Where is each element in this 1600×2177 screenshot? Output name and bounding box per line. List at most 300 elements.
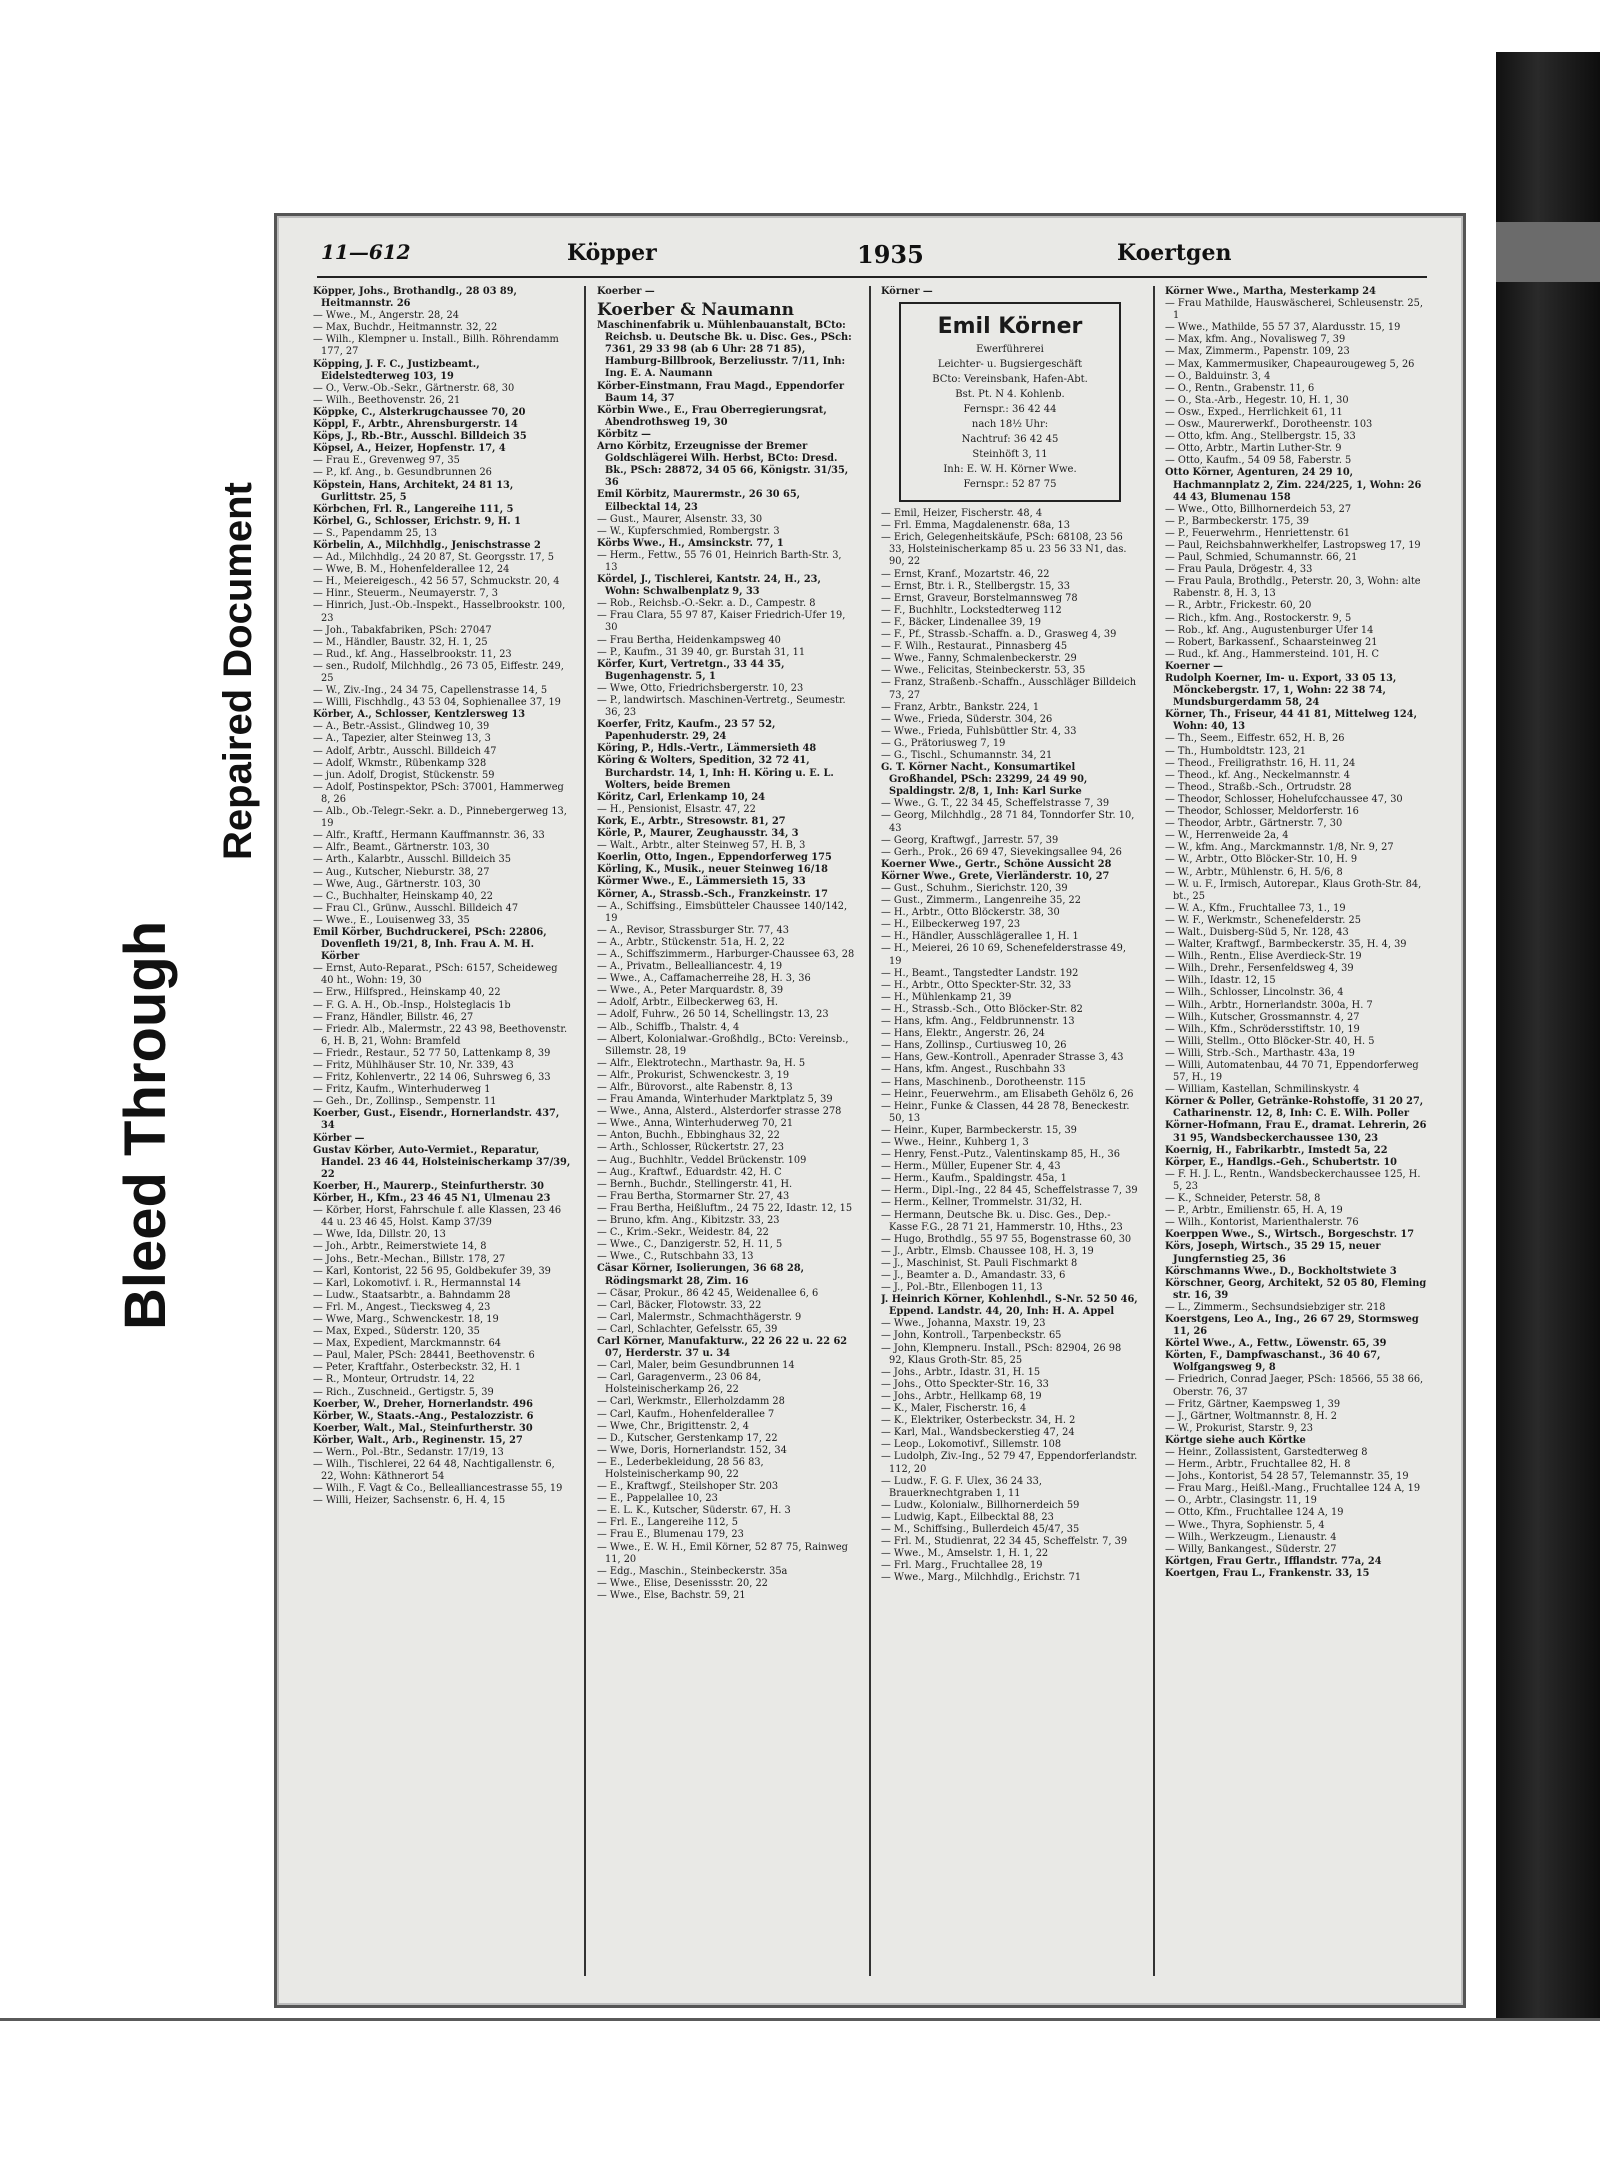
directory-entry: — Wwe., Elise, Desenissstr. 20, 22 xyxy=(597,1577,768,1589)
directory-entry: — sen., Rudolf, Milchhdlg., 26 73 05, Eiffestr. 249, 25 xyxy=(313,660,564,684)
directory-entry: — Wwe., Marg., Milchhdlg., Erichstr. 71 xyxy=(881,1572,1082,1584)
directory-entry: — D., Kutscher, Gerstenkamp 17, 22 xyxy=(597,1432,778,1444)
directory-entry: — Ernst, Graveur, Borstelmannsweg 78 xyxy=(881,592,1078,604)
directory-entry: — Frau Paula, Drögestr. 4, 33 xyxy=(1165,564,1313,576)
directory-entry: — E., Kraftwgf., Steilshoper Str. 203 xyxy=(597,1481,779,1493)
directory-entry: — A., Privatm., Bellealliancestr. 4, 19 xyxy=(597,961,783,973)
directory-entry: — Joh., Tabakfabriken, PSch: 27047 xyxy=(313,624,492,636)
directory-entry: — Körber, Horst, Fahrschule f. alle Klassen, 23 46 44 u. 23 46 45, Holst. Kamp 37/39 xyxy=(313,1205,562,1229)
header-last-name: Koertgen xyxy=(1117,240,1232,266)
directory-entry: — H., Mühlenkamp 21, 39 xyxy=(881,991,1012,1003)
column-divider xyxy=(869,286,871,1976)
directory-entry: — M., Händler, Baustr. 32, H. 1, 25 xyxy=(313,636,488,648)
directory-entry: — Walt., Duisberg-Süd 5, Nr. 128, 43 xyxy=(1165,926,1349,938)
directory-entry: — H., Strassb.-Sch., Otto Blöcker-Str. 82 xyxy=(881,1003,1083,1015)
directory-entry: — Wwe., E., Louisenweg 33, 35 xyxy=(313,914,470,926)
directory-entry: — O., Verw.-Ob.-Sekr., Gärtnerstr. 68, 30 xyxy=(313,382,515,394)
directory-entry: Carl Körner, Manufakturw., 22 26 22 u. 22 62 07, Herderstr. 37 u. 34 xyxy=(597,1335,848,1360)
directory-entry: Körs, Joseph, Wirtsch., 35 29 15, neuer Jungfernstieg 25, 36 xyxy=(1165,1241,1381,1265)
ad-line: Nachtruf: 36 42 45 xyxy=(961,434,1059,446)
directory-entry: — F. H. J. L., Rentn., Wandsbeckerchaussee 125, H. 5, 23 xyxy=(1165,1168,1421,1192)
ad-line: Bst. Pt. N 4. Kohlenb. xyxy=(955,389,1065,401)
directory-entry: — Karl, Kontorist, 22 56 95, Goldbekufer 39, 39 xyxy=(313,1265,551,1277)
directory-entry: — Rich., kfm. Ang., Rostockerstr. 9, 5 xyxy=(1165,612,1352,624)
directory-entry: — R., Arbtr., Frickestr. 60, 20 xyxy=(1165,600,1312,612)
directory-entry: — Fritz, Gärtner, Kaempsweg 1, 39 xyxy=(1165,1398,1341,1410)
directory-entry: — Wilh., Arbtr., Hornerlandstr. 300a, H. 7 xyxy=(1165,999,1373,1011)
directory-entry: Koerner Wwe., Gertr., Schöne Aussicht 28 xyxy=(881,858,1112,870)
directory-entry: — Hans, kfm. Angest., Ruschbahn 33 xyxy=(881,1064,1066,1076)
column-divider xyxy=(1153,286,1155,1976)
directory-entry: — A., Schiffszimmerm., Harburger-Chaussee 63, 28 xyxy=(597,948,855,960)
directory-entry: — Alfr., Beamt., Gärtnerstr. 103, 30 xyxy=(313,842,490,854)
directory-entry: — Frau Bertha, Heißluftm., 24 75 22, Idastr. 12, 15 xyxy=(597,1202,853,1214)
directory-entry: — Max, kfm. Ang., Novalisweg 7, 39 xyxy=(1165,334,1346,346)
directory-entry: — Frau Bertha, Heidenkampsweg 40 xyxy=(597,634,781,646)
directory-entry: Köppl, F., Arbtr., Ahrensburgerstr. 14 xyxy=(313,419,518,431)
directory-entry: — Wwe, Doris, Hornerlandstr. 152, 34 xyxy=(597,1444,787,1456)
directory-entry: — Otto, Kfm., Fruchtallee 124 A, 19 xyxy=(1165,1507,1344,1519)
directory-entry: — Willi, Fischhdlg., 43 53 04, Sophienallee 37, 19 xyxy=(313,697,561,709)
directory-entry: — Wwe., M., Angerstr. 28, 24 xyxy=(313,310,459,322)
directory-entry: — Ludolph, Ziv.-Ing., 52 79 47, Eppendorferlandstr. 112, 20 xyxy=(881,1451,1138,1475)
directory-entry: — J., Pol.-Btr., Ellenbogen 11, 13 xyxy=(881,1282,1043,1294)
directory-entry: — Alb., Schiffb., Thalstr. 4, 4 xyxy=(597,1021,740,1033)
directory-entry: — Willi, Stellm., Otto Blöcker-Str. 40, H. 5 xyxy=(1165,1035,1375,1047)
header-year: 1935 xyxy=(857,240,924,269)
directory-entry: Körber, A., Schlosser, Kentzlersweg 13 xyxy=(313,709,526,721)
directory-entry: — W. A., Kfm., Fruchtallee 73, 1., 19 xyxy=(1165,902,1346,914)
directory-entry: — W., kfm. Ang., Marckmannstr. 1/8, Nr. 9, 27 xyxy=(1165,842,1394,854)
directory-entry: — Joh., Arbtr., Reimerstwiete 14, 8 xyxy=(313,1241,487,1253)
directory-entry: Körbel, G., Schlosser, Erichstr. 9, H. 1 xyxy=(313,515,521,527)
directory-entry: — Herm., Dipl.-Ing., 22 84 45, Scheffelstrasse 7, 39 xyxy=(881,1185,1138,1197)
directory-entry: — W., Ziv.-Ing., 24 34 75, Capellenstrasse 14, 5 xyxy=(313,685,548,697)
directory-entry: — Theod., kf. Ang., Neckelmannstr. 4 xyxy=(1165,769,1351,781)
ad-line: Leichter- u. Bugsiergeschäft xyxy=(937,359,1083,371)
directory-entry: — Wwe., E. W. H., Emil Körner, 52 87 75, Rainweg 11, 20 xyxy=(597,1541,848,1565)
directory-entry: — Karl, Mal., Wandsbeckerstieg 47, 24 xyxy=(881,1427,1075,1439)
directory-entry: — Ludw., Staatsarbtr., a. Bahndamm 28 xyxy=(313,1289,511,1301)
directory-entry: Köpping, J. F. C., Justizbeamt., Eidelstedterweg 103, 19 xyxy=(313,358,480,382)
directory-entry: — Wilh., Tischlerei, 22 64 48, Nachtigallenstr. 6, 22, Wohn: Käthnerort 54 xyxy=(313,1459,555,1483)
column-1 xyxy=(313,286,571,1976)
directory-entry: — Wwe., Mathilde, 55 57 37, Alardusstr. 15, 19 xyxy=(1165,322,1401,334)
directory-entry: Körber, Walt., Arb., Reginenstr. 15, 27 xyxy=(313,1434,523,1446)
directory-entry: — Wilh., Idastr. 12, 15 xyxy=(1165,975,1276,987)
directory-entry: Körner Wwe., Grete, Vierländerstr. 10, 27 xyxy=(881,870,1110,882)
directory-entry: — W., Kupferschmied, Rombergstr. 3 xyxy=(597,525,780,537)
directory-entry: — Karl, Lokomotivf. i. R., Hermannstal 14 xyxy=(313,1277,522,1289)
directory-entry: — Wwe., Felicitas, Steinbeckerstr. 53, 35 xyxy=(881,665,1086,677)
directory-entry: — Aug., Kraftwf., Eduardstr. 42, H. C xyxy=(597,1166,782,1178)
directory-entry: — Theod., Freiligrathstr. 16, H. 11, 24 xyxy=(1165,757,1356,769)
directory-entry: — Heinr., Feuerwehrm., am Elisabeth Gehölz 6, 26 xyxy=(881,1088,1134,1100)
column-3 xyxy=(881,286,1139,1976)
directory-entry: — P., Feuerwehrm., Henriettenstr. 61 xyxy=(1165,527,1351,539)
directory-entry: — Wwe., C., Rutschbahn 33, 13 xyxy=(597,1251,754,1263)
directory-entry: — Wwe., Johanna, Maxstr. 19, 23 xyxy=(881,1318,1046,1330)
directory-entry: — Max, Expedient, Marckmannstr. 64 xyxy=(313,1338,501,1350)
directory-entry: — Ernst, Kranf., Mozartstr. 46, 22 xyxy=(881,568,1050,580)
directory-entry: Körfer, Kurt, Vertretgn., 33 44 35, Bugenhagenstr. 5, 1 xyxy=(597,658,785,682)
directory-entry: — Wilh., Klempner u. Install., Billh. Röhrendamm 177, 27 xyxy=(313,334,559,358)
directory-entry: — O., Balduinstr. 3, 4 xyxy=(1165,370,1271,382)
directory-entry: — A., Tapezier, alter Steinweg 13, 3 xyxy=(313,733,491,745)
directory-entry: — C., Krim.-Sekr., Weidestr. 84, 22 xyxy=(597,1227,769,1239)
directory-entry: — Hans, Elektr., Angerstr. 26, 24 xyxy=(881,1028,1045,1040)
directory-entry: — Walt., Arbtr., alter Steinweg 57, H. B, 3 xyxy=(597,840,806,852)
column-4 xyxy=(1165,286,1429,1976)
directory-entry: — Adolf, Arbtr., Eilbeckerweg 63, H. xyxy=(597,997,779,1009)
directory-entry: — Wwe, Marg., Schwenckestr. 18, 19 xyxy=(313,1313,499,1325)
directory-entry: — Theodor, Arbtr., Gärtnerstr. 7, 30 xyxy=(1165,818,1343,830)
directory-entry: — H., Meierei, 26 10 69, Schenefelderstrasse 49, 19 xyxy=(881,943,1127,967)
directory-entry: — Friedr., Restaur., 52 77 50, Lattenkamp 8, 39 xyxy=(313,1047,551,1059)
directory-entry: — Hugo, Brothdlg., 55 97 55, Bogenstrasse 60, 30 xyxy=(881,1233,1132,1245)
directory-entry: — Heinr., Kuper, Barmbeckerstr. 15, 39 xyxy=(881,1124,1077,1136)
directory-entry: — Johs., Otto Speckter-Str. 16, 33 xyxy=(881,1378,1049,1390)
directory-entry: — Fritz, Kohlenvertr., 22 14 06, Suhrsweg 6, 33 xyxy=(313,1072,551,1084)
directory-entry: Köps, J., Rb.-Btr., Ausschl. Billdeich 35 xyxy=(313,431,527,443)
ad-line: BCto: Vereinsbank, Hafen-Abt. xyxy=(932,374,1088,386)
directory-entry: — Theodor, Schlosser, Meldorferstr. 16 xyxy=(1165,806,1359,818)
directory-entry: — Johs., Betr.-Mechan., Billstr. 178, 27 xyxy=(313,1253,506,1265)
directory-entry: — O., Sta.-Arb., Hegestr. 10, H. 1, 30 xyxy=(1165,394,1349,406)
directory-entry: Körber-Einstmann, Frau Magd., Eppendorfer Baum 14, 37 xyxy=(597,380,845,404)
directory-entry: — Heinr., Zollassistent, Garstedterweg 8 xyxy=(1165,1447,1368,1458)
directory-entry: — Frau Marg., Heißl.-Mang., Fruchtallee 124 A, 19 xyxy=(1165,1483,1421,1495)
directory-entry: — Anton, Buchh., Ebbinghaus 32, 22 xyxy=(597,1130,780,1142)
directory-entry: — F., Buchhltr., Lockstedterweg 112 xyxy=(881,604,1062,616)
directory-entry: Körbin Wwe., E., Frau Oberregierungsrat, Abendrothsweg 19, 30 xyxy=(597,404,827,428)
directory-entry: — L., Zimmerm., Sechsundsiebziger str. 218 xyxy=(1165,1301,1386,1313)
directory-entry: Kördel, J., Tischlerei, Kantstr. 24, H., 23, Wohn: Schwalbenplatz 9, 33 xyxy=(597,574,821,598)
directory-entry: — Osw., Exped., Herrlichkeit 61, 11 xyxy=(1165,406,1343,418)
directory-entry: — Max, Exped., Süderstr. 120, 35 xyxy=(313,1326,480,1338)
directory-entry: — S., Papendamm 25, 13 xyxy=(313,527,437,539)
page-number: 11—612 xyxy=(321,240,411,264)
directory-entry: — Wwe., Thyra, Sophienstr. 5, 4 xyxy=(1165,1519,1325,1531)
directory-entry: — Otto, kfm. Ang., Stellbergstr. 15, 33 xyxy=(1165,431,1356,443)
directory-entry: — Otto, Arbtr., Martin Luther-Str. 9 xyxy=(1165,443,1342,455)
directory-entry: — Alfr., Bürovorst., alte Rabenstr. 8, 13 xyxy=(597,1082,793,1093)
directory-entry: Körber — xyxy=(313,1132,365,1144)
directory-entry: Koerber, Gust., Eisendr., Hornerlandstr. 437, 34 xyxy=(313,1108,560,1132)
directory-entry: — Franz, Händler, Billstr. 46, 27 xyxy=(313,1011,474,1023)
directory-entry: — Rob., Reichsb.-O.-Sekr. a. D., Campestr. 8 xyxy=(597,598,816,610)
directory-entry: — Emil, Heizer, Fischerstr. 48, 4 xyxy=(881,508,1043,520)
directory-entry: — Frl. Marg., Fruchtallee 28, 19 xyxy=(881,1560,1043,1572)
directory-entry: — Hans, Zollinsp., Curtiusweg 10, 26 xyxy=(881,1040,1067,1052)
directory-entry: — Geh., Dr., Zollinsp., Sempenstr. 11 xyxy=(313,1096,497,1108)
directory-entry: — Osw., Maurerwerkf., Dorotheenstr. 103 xyxy=(1165,419,1373,431)
directory-entry: — Wwe, B. M., Hohenfelderallee 12, 24 xyxy=(313,564,510,576)
ad-title: Emil Körner xyxy=(937,314,1083,340)
directory-entry: — Herm., Arbtr., Fruchtallee 82, H. 8 xyxy=(1165,1459,1351,1471)
ad-line: Fernspr.: 36 42 44 xyxy=(963,404,1057,416)
directory-entry: — Ludw., F. G. F. Ulex, 36 24 33, Brauerknechtgraben 1, 11 xyxy=(881,1475,1042,1499)
directory-entry: Körtge siehe auch Körtke xyxy=(1165,1434,1306,1446)
directory-entry: — J., Beamter a. D., Amandastr. 33, 6 xyxy=(881,1270,1066,1281)
directory-entry: — Georg, Kraftwgf., Jarrestr. 57, 39 xyxy=(881,834,1059,846)
directory-entry: Kork, E., Arbtr., Stresowstr. 81, 27 xyxy=(597,815,786,827)
directory-entry: — jun. Adolf, Drogist, Stückenstr. 59 xyxy=(313,769,495,781)
directory-entry: Körner, A., Strassb.-Sch., Franzkeinstr. 17 xyxy=(597,888,828,900)
directory-entry: Körbchen, Frl. R., Langereihe 111, 5 xyxy=(313,503,514,515)
directory-entry: — H., Arbtr., Otto Blöckerstr. 38, 30 xyxy=(881,907,1060,919)
directory-entry: Körner, Th., Friseur, 44 41 81, Mittelweg 124, Wohn: 40, 13 xyxy=(1165,709,1417,733)
directory-entry: — A., Betr.-Assist., Glindweg 10, 39 xyxy=(313,721,490,733)
directory-entry: — W., Herrenweide 2a, 4 xyxy=(1165,830,1289,842)
directory-entry: — Fritz, Mühlhäuser Str. 10, Nr. 339, 43 xyxy=(313,1060,514,1071)
directory-entry: Körschmanns Wwe., D., Bockholtstwiete 3 xyxy=(1165,1265,1397,1277)
directory-entry: Körner — xyxy=(881,286,933,297)
directory-entry: — J., Arbtr., Elmsb. Chaussee 108, H. 3, 19 xyxy=(881,1245,1094,1257)
directory-entry: Körber, H., Kfm., 23 46 45 N1, Ulmenau 23 xyxy=(313,1193,551,1205)
directory-entry: Gustav Körber, Auto-Vermiet., Reparatur, Handel. 23 46 44, Holsteinischerkamp 37/39, 22 xyxy=(313,1144,571,1180)
directory-entry: — Frau Amanda, Winterhuder Marktplatz 5, 39 xyxy=(597,1094,833,1106)
directory-entry: — Rud., kf. Ang., Hasselbrookstr. 11, 23 xyxy=(313,648,512,660)
directory-entry: — Franz, Arbtr., Bankstr. 224, 1 xyxy=(881,701,1040,713)
directory-entry: — Wwe., Otto, Billhornerdeich 53, 27 xyxy=(1165,503,1352,515)
directory-entry: — Wilh., F. Vagt & Co., Bellealliancestrasse 55, 19 xyxy=(313,1483,563,1495)
directory-entry: — Carl, Kaufm., Hohenfelderallee 7 xyxy=(597,1408,775,1420)
directory-entry: — Hinrich, Just.-Ob.-Inspekt., Hasselbrookstr. 100, 23 xyxy=(313,600,566,624)
directory-entry: — Carl, Werkmstr., Ellerholzdamm 28 xyxy=(597,1396,785,1408)
directory-entry: — Friedr. Alb., Malermstr., 22 43 98, Beethovenstr. 6, H. B, 21, Wohn: Bramfeld xyxy=(313,1023,568,1047)
directory-entry: — Hermann, Deutsche Bk. u. Disc. Ges., Dep.-Kasse F.G., 28 71 21, Hammerstr. 10, Hths., 23 xyxy=(881,1209,1123,1233)
directory-entry: — Th., Humboldtstr. 123, 21 xyxy=(1165,745,1306,757)
directory-entry: Körbitz — xyxy=(597,428,651,440)
directory-entry: — Albert, Kolonialwar.-Großhdlg., BCto: Vereinsb., Sillemstr. 28, 19 xyxy=(597,1033,849,1057)
directory-entry: Köring, P., Hdls.-Vertr., Lämmersieth 48 xyxy=(597,743,817,755)
ad-line: Inh: E. W. H. Körner Wwe. xyxy=(943,464,1077,476)
directory-entry: — Wilh., Kfm., Schrödersstiftstr. 10, 19 xyxy=(1165,1023,1360,1035)
directory-entry: — Paul, Schmied, Schumannstr. 66, 21 xyxy=(1165,552,1358,564)
directory-entry: — Gerh., Prok., 26 69 47, Sievekingsallee 94, 26 xyxy=(881,846,1122,858)
directory-entry: — Wilh., Rentn., Elise Averdieck-Str. 19 xyxy=(1165,951,1362,963)
directory-entry: — W., Arbtr., Otto Blöcker-Str. 10, H. 9 xyxy=(1165,854,1358,866)
directory-entry: — Herm., Fettw., 55 76 01, Heinrich Barth-Str. 3, 13 xyxy=(597,549,842,573)
directory-entry: Koerfer, Fritz, Kaufm., 23 57 52, Papenhuderstr. 29, 24 xyxy=(597,719,776,743)
directory-entry: — Wwe., Frieda, Süderstr. 304, 26 xyxy=(881,713,1053,725)
directory-entry: — Wwe., Heinr., Kuhberg 1, 3 xyxy=(881,1136,1029,1148)
directory-entry: — Alfr., Kraftf., Hermann Kauffmannstr. 36, 33 xyxy=(313,830,545,842)
directory-entry: Koerber, H., Maurerp., Steinfurtherstr. 30 xyxy=(313,1180,545,1192)
directory-entry: — Theodor, Schlosser, Hohelufcchaussee 47, 30 xyxy=(1165,793,1403,805)
directory-entry: — Arth., Schlosser, Rückertstr. 27, 23 xyxy=(597,1142,784,1154)
directory-entry: Cäsar Körner, Isolierungen, 36 68 28, Rödingsmarkt 28, Zim. 16 xyxy=(597,1263,805,1287)
bottom-edge-line xyxy=(0,2018,1600,2021)
directory-entry: Emil Körbitz, Maurermstr., 26 30 65, Eilbecktal 14, 23 xyxy=(597,489,801,513)
directory-entry: — Erw., Hilfspred., Heinskamp 40, 22 xyxy=(313,987,501,999)
directory-entry: — Adolf, Postinspektor, PSch: 37001, Hammerweg 8, 26 xyxy=(313,781,564,805)
ad-line: Fernspr.: 52 87 75 xyxy=(963,479,1057,491)
directory-entry: — Gust., Zimmerm., Langenreihe 35, 22 xyxy=(881,895,1082,907)
directory-entry: — Rud., kf. Ang., Hammersteind. 101, H. C xyxy=(1165,648,1379,660)
directory-entry: — A., Schiffsing., Eimsbütteler Chaussee 140/142, 19 xyxy=(597,900,848,924)
directory-entry: — Theod., Straßb.-Sch., Ortrudstr. 28 xyxy=(1165,781,1352,793)
directory-entry: — P., Barmbeckerstr. 175, 39 xyxy=(1165,515,1310,527)
ad-line: Steinhöft 3, 11 xyxy=(972,449,1048,461)
directory-entry: Körtel Wwe., A., Fettw., Löwenstr. 65, 39 xyxy=(1165,1338,1387,1350)
directory-entry: Koerber, W., Dreher, Hornerlandstr. 496 xyxy=(313,1398,533,1410)
directory-entry: — Ad., Milchhdlg., 24 20 87, St. Georgsstr. 17, 5 xyxy=(313,552,554,564)
directory-entry: — Wwe, Ida, Dillstr. 20, 13 xyxy=(313,1229,446,1241)
directory-entry: — Hinr., Steuerm., Neumayerstr. 7, 3 xyxy=(313,588,499,600)
directory-entry: — Willy, Bankangest., Süderstr. 27 xyxy=(1165,1543,1337,1555)
directory-entry: — H., Pensionist, Elsastr. 47, 22 xyxy=(597,803,756,815)
directory-entry: — Carl, Maler, beim Gesundbrunnen 14 xyxy=(597,1360,795,1372)
directory-entry: Körber, W., Staats.-Ang., Pestalozzistr. 6 xyxy=(313,1410,534,1422)
directory-entry: — H., Händler, Ausschlägerallee 1, H. 1 xyxy=(881,931,1079,943)
directory-entry: — Frau Clara, 55 97 87, Kaiser Friedrich-Ufer 19, 30 xyxy=(597,610,846,634)
directory-entry: — Max, Kammermusiker, Chapeaurougeweg 5, 26 xyxy=(1165,358,1415,370)
directory-entry: — Wwe, Aug., Gärtnerstr. 103, 30 xyxy=(313,878,481,890)
directory-entry: — Paul, Maler, PSch: 28441, Beethovenstr. 6 xyxy=(313,1350,535,1362)
directory-entry: — Frl. M., Studienrat, 22 34 45, Scheffelstr. 7, 39 xyxy=(881,1536,1128,1548)
directory-entry: — Alb., Ob.-Telegr.-Sekr. a. D., Pinnebergerweg 13, 19 xyxy=(313,806,567,830)
column-divider xyxy=(584,286,586,1976)
directory-entry: Körner-Hofmann, Frau E., dramat. Lehrerin, 26 31 95, Wandsbeckerchaussee 130, 23 xyxy=(1165,1120,1427,1144)
directory-entry: Köpsel, A., Heizer, Hopfenstr. 17, 4 xyxy=(313,443,506,455)
directory-entry: — Herm., Kellner, Trommelstr. 31/32, H. xyxy=(881,1197,1083,1209)
directory-entry: — Wwe., A., Caffamacherreihe 28, H. 3, 36 xyxy=(597,973,811,985)
directory-entry: Koerstgens, Leo A., Ing., 26 67 29, Stormsweg 11, 26 xyxy=(1165,1313,1419,1338)
directory-entry: — Gust., Schuhm., Sierichstr. 120, 39 xyxy=(881,883,1068,894)
directory-entry: Koertgen, Frau L., Frankenstr. 33, 15 xyxy=(1165,1567,1370,1579)
directory-entry: — Alfr., Elektrotechn., Marthastr. 9a, H. 5 xyxy=(597,1057,806,1069)
directory-entry: — Herm., Müller, Eupener Str. 4, 43 xyxy=(881,1161,1061,1173)
directory-entry: — Rob., kf. Ang., Augustenburger Ufer 14 xyxy=(1165,624,1374,636)
directory-entry: Koerber, Walt., Mal., Steinfurtherstr. 30 xyxy=(313,1422,533,1434)
directory-entry: — H., Meiereigesch., 42 56 57, Schmuckstr. 20, 4 xyxy=(313,576,560,588)
directory-entry: — Willi, Heizer, Sachsenstr. 6, H. 4, 15 xyxy=(313,1495,506,1507)
directory-entry: Körmer Wwe., E., Lämmersieth 15, 33 xyxy=(597,876,806,888)
directory-entry: Körner & Poller, Getränke-Rohstoffe, 31 20 27, Catharinenstr. 12, 8, Inh: C. E. Wilh. Poller xyxy=(1165,1096,1424,1120)
directory-entry: — Bernh., Buchdr., Stellingerstr. 41, H. xyxy=(597,1178,793,1190)
directory-entry: — Rich., Zuschneid., Gertigstr. 5, 39 xyxy=(313,1386,494,1398)
directory-entry: — A., Revisor, Strassburger Str. 77, 43 xyxy=(597,924,789,936)
directory-entry: — Carl, Bäcker, Flotowstr. 33, 22 xyxy=(597,1299,762,1311)
directory-entry: Arno Körbitz, Erzeugnisse der Bremer Goldschlägerei Wilh. Herbst, BCto: Dresd. Bk., PSch: 28872, 34 05 66, Königstr. 31/35, 36 xyxy=(597,441,849,489)
right-dark-background xyxy=(1496,52,1600,2019)
directory-page xyxy=(274,213,1466,2008)
directory-entry: — Adolf, Fuhrw., 26 50 14, Schellingstr. 13, 23 xyxy=(597,1009,829,1021)
directory-entry: — P., landwirtsch. Maschinen-Vertretg., Seumestr. 36, 23 xyxy=(597,695,846,719)
directory-entry: Köppke, C., Alsterkrugchaussee 70, 20 xyxy=(313,406,526,418)
directory-entry: — Wwe., Else, Bachstr. 59, 21 xyxy=(597,1589,746,1601)
directory-entry: — Frau Bertha, Stormarner Str. 27, 43 xyxy=(597,1190,790,1202)
directory-entry: Koerppen Wwe., S., Wirtsch., Borgeschstr. 17 xyxy=(1165,1229,1415,1241)
ad-line: Ewerführerei xyxy=(976,344,1044,356)
directory-entry: — Frau E., Grevenweg 97, 35 xyxy=(313,455,460,467)
directory-entry: — O., Rentn., Grabenstr. 11, 6 xyxy=(1165,382,1315,394)
directory-entry: — K., Schneider, Peterstr. 58, 8 xyxy=(1165,1193,1321,1205)
directory-entry: Körner Wwe., Martha, Mesterkamp 24 xyxy=(1165,286,1376,297)
directory-entry: — G., Tischl., Schumannstr. 34, 21 xyxy=(881,749,1053,761)
directory-entry: — Franz, Straßenb.-Schaffn., Ausschläger Billdeich 73, 27 xyxy=(881,677,1137,701)
background-notch xyxy=(1496,222,1600,282)
directory-entry: — Frau Paula, Brothdlg., Peterstr. 20, 3, Wohn: alte Rabenstr. 8, H. 3, 13 xyxy=(1165,576,1421,600)
directory-entry: — Wwe., C., Danzigerstr. 52, H. 11, 5 xyxy=(597,1239,783,1251)
directory-entry: — W. F., Werkmstr., Schenefelderstr. 25 xyxy=(1165,914,1361,926)
directory-entry: — Ernst, Auto-Reparat., PSch: 6157, Scheideweg 40 ht., Wohn: 19, 30 xyxy=(313,963,558,987)
directory-entry: — Cäsar, Prokur., 86 42 45, Weidenallee 6, 6 xyxy=(597,1287,819,1299)
directory-entry: Körtgen, Frau Gertr., Ifflandstr. 77a, 24 xyxy=(1165,1555,1382,1567)
directory-entry: — Walter, Kraftwgf., Barmbeckerstr. 35, H. 4, 39 xyxy=(1165,939,1407,951)
directory-entry: Maschinenfabrik u. Mühlenbauanstalt, BCto: Reichsb. u. Deutsche Bk. u. Disc. Ges., PSch: 7361, 29 33 98 (ab 6 Uhr: 28 71 85), Hamburg-Billbrook, Berzeliusstr. 7/11, Inh: Ing. E. A. Naumann xyxy=(597,320,852,380)
directory-entry: Otto Körner, Agenturen, 24 29 10, Hachmannplatz 2, Zim. 224/225, 1, Wohn: 26 44 43, Blumenau 158 xyxy=(1165,467,1422,503)
directory-entry: — William, Kastellan, Schmilinskystr. 4 xyxy=(1165,1084,1360,1096)
directory-entry: — Henry, Fenst.-Putz., Valentinskamp 85, H., 36 xyxy=(881,1149,1120,1161)
directory-entry: — Johs., Arbtr., Idastr. 31, H. 15 xyxy=(881,1366,1041,1378)
directory-entry: Körbelin, A., Milchhdlg., Jenischstrasse 2 xyxy=(313,539,541,551)
directory-entry: — Wwe., G. T., 22 34 45, Scheffelstrasse 7, 39 xyxy=(881,798,1110,810)
directory-entry: J. Heinrich Körner, Kohlenhdl., S-Nr. 52 50 46, Eppend. Landstr. 44, 20, Inh: H. A. Appel xyxy=(881,1294,1138,1318)
column-3-top xyxy=(881,286,1139,298)
directory-entry: — Ludwig, Kapt., Eilbecktal 88, 23 xyxy=(881,1511,1054,1523)
directory-entry: — Arth., Kalarbtr., Ausschl. Billdeich 35 xyxy=(313,854,512,866)
directory-entry: — Willi, Automatenbau, 44 70 71, Eppendorferweg 57, H., 19 xyxy=(1165,1060,1419,1084)
directory-entry: Koernig, H., Fabrikarbtr., Imstedt 5a, 22 xyxy=(1165,1144,1388,1156)
directory-entry: — Frl. M., Angest., Tiecksweg 4, 23 xyxy=(313,1301,491,1313)
directory-entry: — Wilh., Kontorist, Marienthalerstr. 76 xyxy=(1165,1217,1359,1229)
directory-entry: — Willi, Strb.-Sch., Marthastr. 43a, 19 xyxy=(1165,1047,1355,1059)
directory-entry: — E., Lederbekleidung, 28 56 83, Holsteinischerkamp 90, 22 xyxy=(597,1456,764,1480)
directory-entry: Körten, F., Dampfwaschanst., 36 40 67, Wolfgangsweg 9, 8 xyxy=(1165,1350,1381,1374)
directory-entry: Köpper, Johs., Brothandlg., 28 03 89, Heitmannstr. 26 xyxy=(313,286,517,310)
directory-entry: — Aug., Buchhltr., Veddel Brückenstr. 109 xyxy=(597,1154,807,1166)
directory-entry: — John, Klempneru. Install., PSch: 82904, 26 98 92, Klaus Groth-Str. 85, 25 xyxy=(881,1342,1122,1366)
label-bleed-through: Bleed Through xyxy=(113,920,178,1330)
directory-entry: Köring & Wolters, Spedition, 32 72 41, Burchardstr. 14, 1, Inh: H. Köring u. E. L. Wolters, beide Bremen xyxy=(597,755,834,791)
directory-entry: — Friedrich, Conrad Jaeger, PSch: 18566, 55 38 66, Oberstr. 76, 37 xyxy=(1165,1374,1424,1398)
directory-entry: Körper, E., Handlgs.-Geh., Schubertstr. 10 xyxy=(1165,1156,1397,1168)
directory-entry: — Carl, Garagenverm., 23 06 84, Holsteinischerkamp 26, 22 xyxy=(597,1372,762,1396)
directory-entry: — Hans, Gew.-Kontroll., Apenrader Strasse 3, 43 xyxy=(881,1052,1124,1064)
directory-entry: Koerlin, Otto, Ingen., Eppendorferweg 175 xyxy=(597,852,832,864)
directory-entry: — Hans, Maschinenb., Dorotheenstr. 115 xyxy=(881,1076,1086,1088)
directory-entry: — P., Kaufm., 31 39 40, gr. Burstah 31, 11 xyxy=(597,646,806,658)
directory-entry: — Aug., Kutscher, Nieburstr. 38, 27 xyxy=(313,866,490,878)
directory-entry: — G., Prätoriusweg 7, 19 xyxy=(881,737,1006,749)
column-3-entries xyxy=(881,508,1139,1584)
directory-entry: — Max, Buchdr., Heitmannstr. 32, 22 xyxy=(313,322,498,334)
directory-entry: — Georg, Milchhdlg., 28 71 84, Tonndorfer Str. 10, 43 xyxy=(881,810,1135,834)
directory-entry: — Robert, Barkassenf., Schaarsteinweg 21 xyxy=(1165,636,1378,648)
directory-entry: — M., Schiffsing., Bullerdeich 45/47, 35 xyxy=(881,1523,1080,1535)
directory-entry: — F. G. A. H., Ob.-Insp., Holsteglacis 1b xyxy=(313,999,511,1011)
directory-entry: — Th., Seem., Eiffestr. 652, H. B, 26 xyxy=(1165,733,1345,745)
directory-entry: — C., Buchhalter, Heinskamp 40, 22 xyxy=(313,890,493,902)
directory-entry: — Johs., Kontorist, 54 28 57, Telemannstr. 35, 19 xyxy=(1165,1471,1409,1483)
directory-entry: — Heinr., Funke & Classen, 44 28 78, Beneckestr. 50, 13 xyxy=(881,1100,1130,1124)
directory-entry: — Wwe., Anna, Winterhuderweg 70, 21 xyxy=(597,1118,794,1130)
directory-entry: Emil Körber, Buchdruckerei, PSch: 22806, Dovenfleth 19/21, 8, Inh. Frau A. M. H. Körber xyxy=(313,926,547,963)
directory-entry: Körbs Wwe., H., Amsinckstr. 77, 1 xyxy=(597,537,784,549)
directory-entry: — Paul, Reichsbahnwerkhelfer, Lastropsweg 17, 19 xyxy=(1165,539,1421,551)
directory-entry: — O., Arbtr., Clasingstr. 11, 19 xyxy=(1165,1495,1317,1507)
directory-entry: Köpstein, Hans, Architekt, 24 81 13, Gurlittstr. 25, 5 xyxy=(313,479,514,503)
directory-entry: — Wilh., Werkzeugm., Lienaustr. 4 xyxy=(1165,1531,1337,1543)
directory-entry: — Otto, Kaufm., 54 09 58, Faberstr. 5 xyxy=(1165,455,1352,467)
directory-entry: — Ernst, Btr. i. R., Stellbergstr. 15, 33 xyxy=(881,580,1070,592)
directory-entry: — Wilh., Schlosser, Lincolnstr. 36, 4 xyxy=(1165,987,1344,999)
directory-entry: — Edg., Maschin., Steinbeckerstr. 35a xyxy=(597,1565,788,1577)
directory-entry: Koerber & Naumann xyxy=(597,300,794,321)
